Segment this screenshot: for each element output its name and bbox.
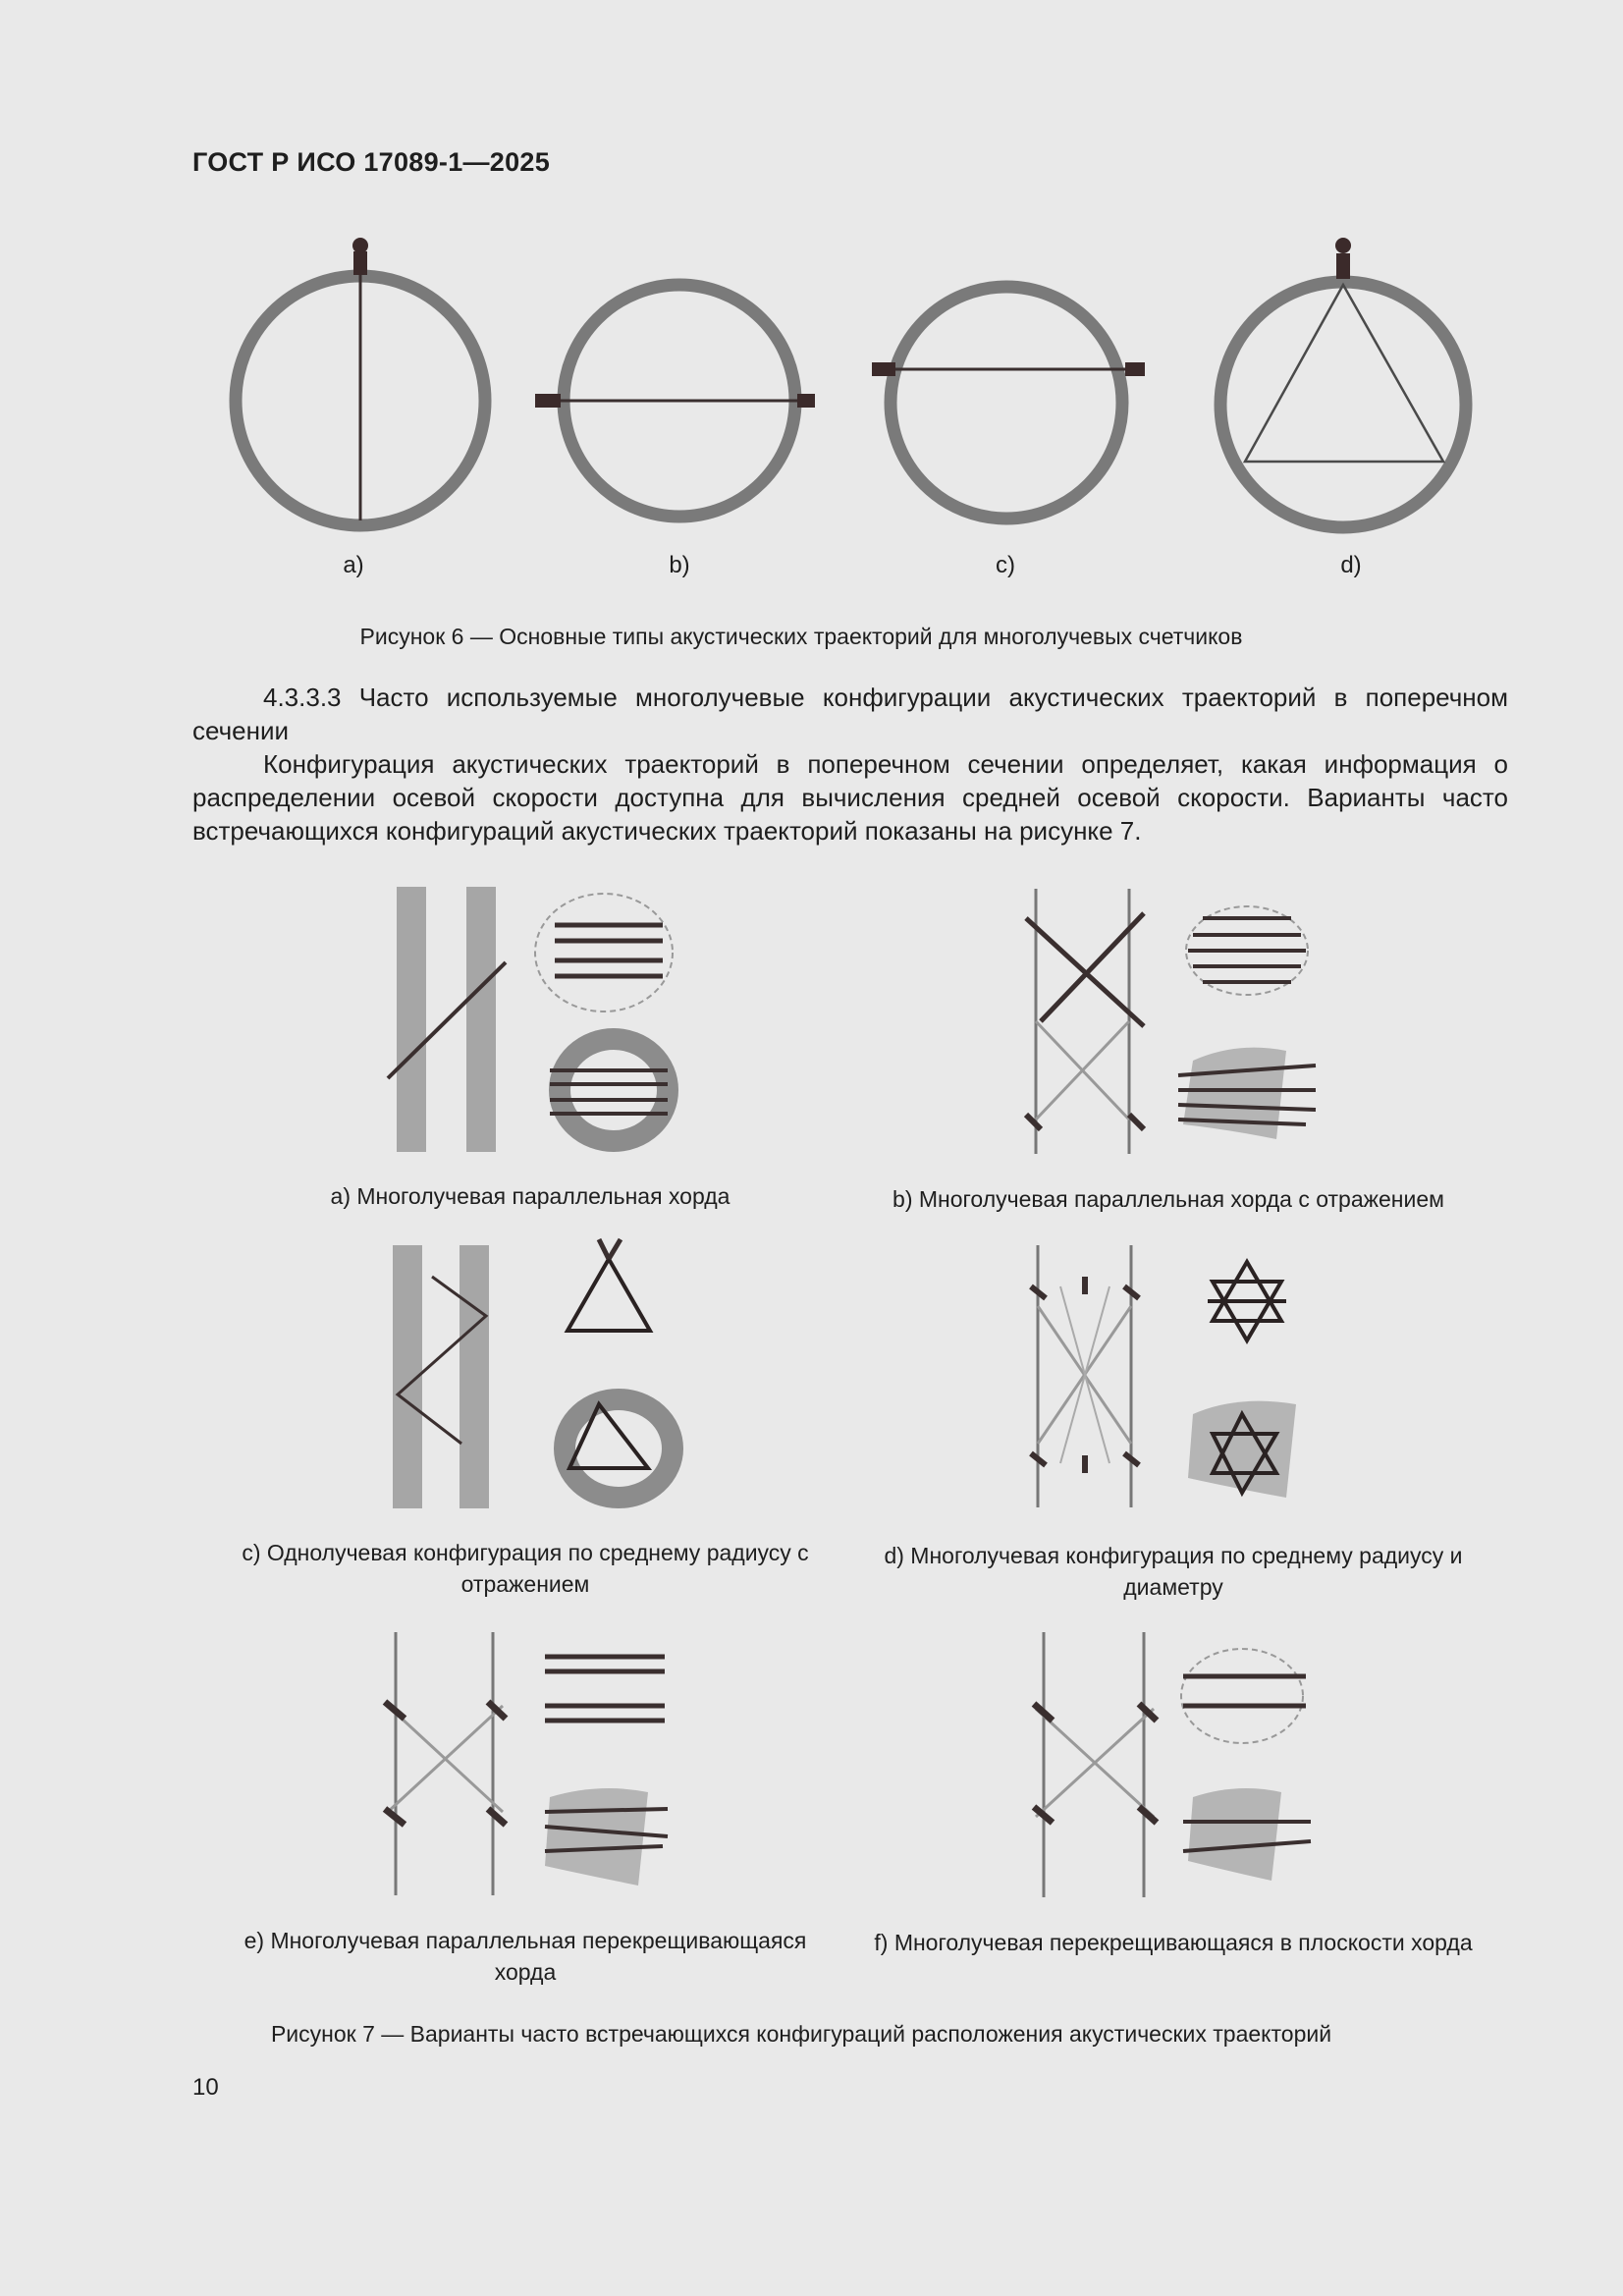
fig7-b-cross-section bbox=[1186, 906, 1308, 995]
fig7-caption-a: a) Многолучевая параллельная хорда bbox=[330, 1183, 730, 1209]
fig7-caption-f: f) Многолучевая перекрещивающаяся в плоскости хорда bbox=[874, 1930, 1473, 1955]
fig6-label-c: c) bbox=[996, 552, 1015, 578]
fig7-a-cross-section bbox=[535, 894, 673, 1011]
figure-7-caption: Рисунок 7 — Варианты часто встречающихся конфигураций расположения акустических траекторий bbox=[270, 2021, 1332, 2047]
fig7-b-pipe bbox=[1026, 889, 1144, 1154]
fig7-d-cross-section bbox=[1208, 1262, 1286, 1340]
fig7-f-pipe bbox=[1034, 1632, 1157, 1897]
fig7-caption-e: e) Многолучевая параллельная перекрещивающаяся хорда bbox=[243, 1928, 807, 1985]
fig7-c-pipe bbox=[393, 1245, 489, 1508]
fig7-c-3d-view bbox=[565, 1399, 673, 1498]
fig6-label-b: b) bbox=[669, 552, 690, 578]
fig6-label-d: d) bbox=[1340, 552, 1362, 578]
section-paragraph: Конфигурация акустических траекторий в поперечном сечении определяет, какая информация о распределении осевой скорости доступна для вычисления средней осевой скорости. Варианты часто встречающихся конфигураций акустических траекторий показаны на рисунке 7. bbox=[192, 749, 1508, 846]
fig7-e-3d-view bbox=[545, 1788, 668, 1886]
fig7-d-pipe bbox=[1031, 1245, 1139, 1507]
fig6-label-a: a) bbox=[343, 552, 364, 578]
fig7-a-3d-view bbox=[550, 1039, 668, 1141]
document-code-header: ГОСТ Р ИСО 17089-1—2025 bbox=[192, 147, 551, 177]
fig7-caption-c: c) Однолучевая конфигурация по среднему радиусу с отражением bbox=[242, 1540, 809, 1597]
fig7-caption-d: d) Многолучевая конфигурация по среднему радиусу и диаметру bbox=[884, 1543, 1463, 1600]
fig7-c-cross-section bbox=[568, 1239, 650, 1331]
fig7-b-3d-view bbox=[1178, 1048, 1316, 1139]
fig7-e-cross-section bbox=[545, 1657, 665, 1721]
fig7-f-3d-view bbox=[1183, 1788, 1311, 1881]
fig7-a-pipe bbox=[388, 887, 506, 1152]
page-number: 10 bbox=[192, 2074, 219, 2101]
fig7-d-3d-view bbox=[1188, 1401, 1296, 1498]
fig7-caption-b: b) Многолучевая параллельная хорда с отражением bbox=[893, 1186, 1444, 1212]
fig7-e-pipe bbox=[385, 1632, 506, 1895]
figure-6-caption: Рисунок 6 — Основные типы акустических траекторий для многолучевых счетчиков bbox=[359, 624, 1243, 649]
section-heading: 4.3.3.3 Часто используемые многолучевые конфигурации акустических траекторий в поперечном сечении bbox=[192, 683, 1508, 745]
fig7-f-cross-section bbox=[1181, 1649, 1306, 1743]
